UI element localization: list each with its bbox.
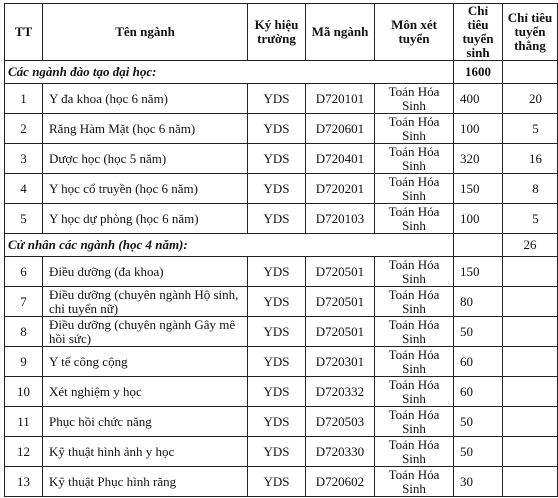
row-direct-quota [503,287,558,317]
row-name: Kỹ thuật hình ảnh y học [43,437,248,467]
row-code: D720501 [306,257,375,287]
row-tt: 2 [5,114,43,144]
row-name: Điều dưỡng (chuyên ngành Gây mê hồi sức) [43,317,248,347]
row-symbol: YDS [248,204,306,234]
row-tt: 3 [5,144,43,174]
table-row [5,114,558,144]
row-code: D720301 [306,347,375,377]
header-quota: Chỉ tiêu tuyển sinh [454,4,503,61]
row-symbol: YDS [248,437,306,467]
row-name: Kỹ thuật Phục hình răng [43,467,248,497]
row-symbol: YDS [248,114,306,144]
row-name: Răng Hàm Mặt (học 6 năm) [43,114,248,144]
row-symbol: YDS [248,407,306,437]
row-name: Dược học (học 5 năm) [43,144,248,174]
row-tt: 12 [5,437,43,467]
row-symbol: YDS [248,257,306,287]
row-name: Điều dưỡng (đa khoa) [43,257,248,287]
row-symbol: YDS [248,144,306,174]
row-quota: 150 [454,257,503,287]
section-direct-quota: 26 [503,234,558,257]
row-code: D720332 [306,377,375,407]
row-subjects: Toán Hóa Sinh [375,377,454,407]
header-name: Tên ngành [43,4,248,61]
row-tt: 11 [5,407,43,437]
table-row [5,257,558,287]
row-subjects: Toán Hóa Sinh [375,204,454,234]
table-row [5,407,558,437]
row-tt: 7 [5,287,43,317]
table-row [5,467,558,497]
table-header-row [5,4,558,61]
row-quota: 100 [454,114,503,144]
row-subjects: Toán Hóa Sinh [375,437,454,467]
row-direct-quota: 16 [503,144,558,174]
row-tt: 9 [5,347,43,377]
table-row [5,204,558,234]
table-row [5,317,558,347]
row-tt: 5 [5,204,43,234]
row-tt: 8 [5,317,43,347]
section-quota [454,234,503,257]
row-quota: 50 [454,407,503,437]
row-subjects: Toán Hóa Sinh [375,114,454,144]
row-quota: 150 [454,174,503,204]
row-symbol: YDS [248,174,306,204]
row-quota: 80 [454,287,503,317]
row-symbol: YDS [248,347,306,377]
row-code: D720330 [306,437,375,467]
row-code: D720103 [306,204,375,234]
header-symbol: Ký hiệu trường [248,4,306,61]
section-direct-quota [503,61,558,84]
row-code: D720501 [306,287,375,317]
table-row [5,84,558,114]
section-label: Cử nhân các ngành (học 4 năm): [5,234,454,257]
row-quota: 400 [454,84,503,114]
row-quota: 320 [454,144,503,174]
row-subjects: Toán Hóa Sinh [375,144,454,174]
row-direct-quota [503,347,558,377]
row-symbol: YDS [248,317,306,347]
row-tt: 13 [5,467,43,497]
row-subjects: Toán Hóa Sinh [375,317,454,347]
row-direct-quota: 8 [503,174,558,204]
row-subjects: Toán Hóa Sinh [375,407,454,437]
row-name: Y đa khoa (học 6 năm) [43,84,248,114]
header-direct-quota: Chỉ tiêu tuyển thẳng [503,4,558,61]
row-name: Điều dưỡng (chuyên ngành Hộ sinh, chỉ tuyển nữ) [43,287,248,317]
header-code: Mã ngành [306,4,375,61]
row-quota: 60 [454,377,503,407]
row-direct-quota [503,377,558,407]
row-subjects: Toán Hóa Sinh [375,174,454,204]
table-row [5,144,558,174]
row-code: D720201 [306,174,375,204]
row-tt: 6 [5,257,43,287]
header-subjects: Môn xét tuyển [375,4,454,61]
row-subjects: Toán Hóa Sinh [375,257,454,287]
admissions-table [4,3,558,497]
row-quota: 30 [454,467,503,497]
row-direct-quota [503,317,558,347]
row-direct-quota: 20 [503,84,558,114]
row-symbol: YDS [248,84,306,114]
table-row [5,287,558,317]
row-symbol: YDS [248,287,306,317]
row-code: D720503 [306,407,375,437]
row-tt: 1 [5,84,43,114]
row-symbol: YDS [248,467,306,497]
row-symbol: YDS [248,377,306,407]
row-subjects: Toán Hóa Sinh [375,287,454,317]
row-subjects: Toán Hóa Sinh [375,467,454,497]
row-direct-quota [503,467,558,497]
row-subjects: Toán Hóa Sinh [375,84,454,114]
row-tt: 10 [5,377,43,407]
row-name: Y học dự phòng (học 6 năm) [43,204,248,234]
row-direct-quota [503,437,558,467]
section-row [5,234,558,257]
row-code: D720101 [306,84,375,114]
row-tt: 4 [5,174,43,204]
row-code: D720601 [306,114,375,144]
section-label: Các ngành đào tạo đại học: [5,61,454,84]
row-direct-quota: 5 [503,114,558,144]
row-code: D720401 [306,144,375,174]
row-code: D720602 [306,467,375,497]
row-name: Phục hồi chức năng [43,407,248,437]
table-row [5,437,558,467]
table-row [5,347,558,377]
table-row [5,174,558,204]
row-subjects: Toán Hóa Sinh [375,347,454,377]
section-row [5,61,558,84]
row-direct-quota [503,257,558,287]
row-code: D720501 [306,317,375,347]
row-direct-quota [503,407,558,437]
table-row [5,377,558,407]
row-quota: 50 [454,317,503,347]
row-quota: 60 [454,347,503,377]
row-name: Xét nghiệm y học [43,377,248,407]
header-tt: TT [5,4,43,61]
row-direct-quota: 5 [503,204,558,234]
section-quota: 1600 [454,61,503,84]
row-name: Y tế công cộng [43,347,248,377]
row-quota: 50 [454,437,503,467]
row-quota: 100 [454,204,503,234]
row-name: Y học cổ truyền (học 6 năm) [43,174,248,204]
